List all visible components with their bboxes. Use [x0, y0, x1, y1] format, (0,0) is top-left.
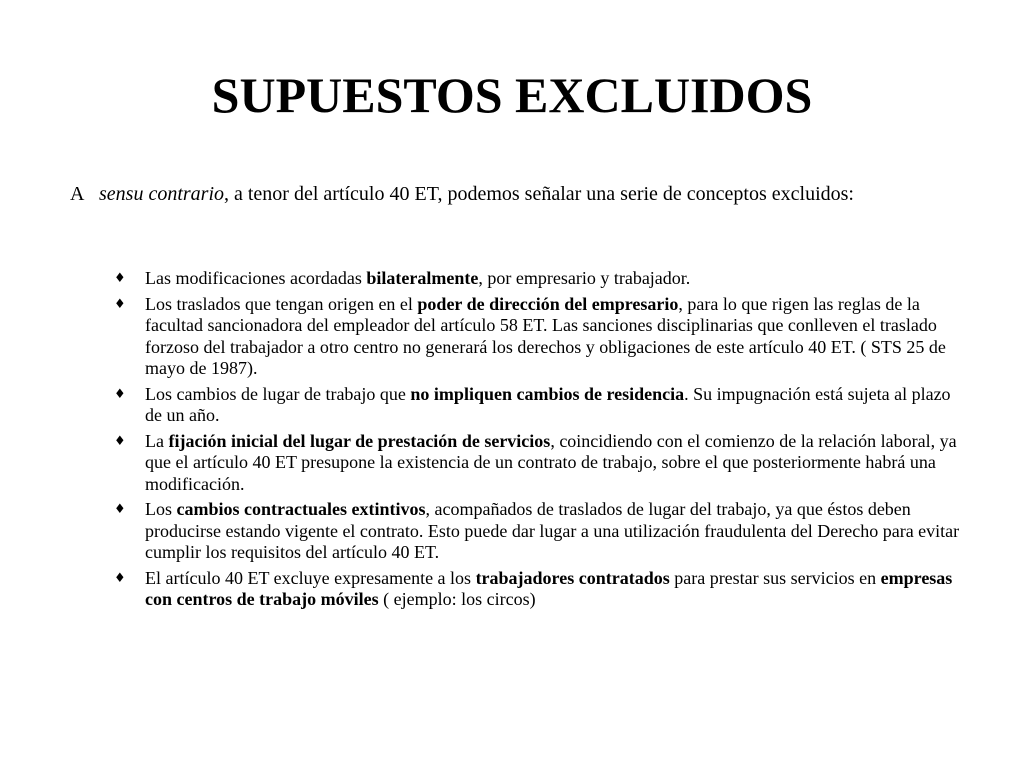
list-item — [114, 294, 964, 380]
diamond-bullet-icon: ♦ — [114, 271, 126, 286]
intro-rest: , a tenor del artículo 40 ET, podemos señalar una serie de conceptos excluidos: — [224, 183, 854, 205]
bullet-text-bold: empresas con centros de trabajo móviles — [145, 567, 953, 609]
slide-title: SUPUESTOS EXCLUIDOS — [211, 67, 813, 123]
diamond-bullet-icon: ♦ — [114, 433, 126, 449]
bullet-text-pre: Los traslados que tengan origen en el — [145, 293, 418, 314]
bullet-text-post: . Su impugnación está sujeta al plazo de un año. — [145, 383, 951, 425]
bullet-text-bold: poder de dirección del empresario — [417, 293, 679, 314]
bullet-text-pre: Los cambios de lugar de trabajo que — [145, 383, 411, 404]
bullet-text-post: ( ejemplo: los circos) — [378, 589, 536, 609]
diamond-bullet-icon: ♦ — [114, 502, 126, 517]
bullet-text-post: , acompañados de traslados de lugar del trabajo, ya que éstos deben producirse estando vigente el contrato. Esto puede dar lugar a una utilización fraudulenta del Derecho para evitar cumplir los requisitos del artículo 40 ET. — [145, 499, 960, 562]
bullet-text-pre: El artículo 40 ET excluye expresamente a los — [145, 567, 476, 588]
bullet-text-post: , por empresario y trabajador. — [478, 268, 691, 288]
intro-lead: A — [70, 183, 85, 205]
bullet-text-post: , para lo que rigen las reglas de la facultad sancionadora del empleador del artículo 58 ET. Las sanciones disciplinarias que conlleven el traslado forzoso del trabajador a otro centro no generará los derechos y obligaciones de este artículo 40 ET. ( STS 25 de mayo de 1987). — [145, 293, 946, 378]
bullet-text-bold: cambios contractuales extintivos — [176, 499, 426, 519]
bullet-text-bold: trabajadores contratados — [475, 567, 670, 588]
bullet-text-pre: Las modificaciones acordadas — [145, 268, 367, 288]
bullet-text-pre: La — [145, 430, 169, 451]
intro-paragraph — [70, 183, 970, 206]
intro-text — [99, 183, 970, 206]
bullet-text-post: , coincidiendo con el comienzo de la relación laboral, ya que el artículo 40 ET presupone la existencia de un contrato de trabajo, sobre el que posteriormente habrá una modificación. — [145, 430, 957, 494]
diamond-bullet-icon: ♦ — [114, 570, 126, 586]
list-item — [114, 568, 964, 611]
intro-italic: sensu contrario — [99, 183, 224, 205]
diamond-bullet-icon: ♦ — [114, 296, 126, 312]
list-item — [114, 431, 964, 496]
list-item — [114, 384, 964, 427]
bullet-text-bold: fijación inicial del lugar de prestación de servicios — [168, 430, 551, 451]
diamond-bullet-icon: ♦ — [114, 386, 126, 402]
bullet-text-bold: no impliquen cambios de residencia — [410, 383, 685, 404]
excluded-cases-list — [114, 268, 964, 615]
bullet-text-bold: bilateralmente — [366, 268, 479, 288]
bullet-text-pre: Los — [145, 499, 177, 519]
list-item — [114, 268, 964, 290]
list-item — [114, 499, 964, 564]
bullet-text-mid: para prestar sus servicios en — [669, 567, 881, 588]
